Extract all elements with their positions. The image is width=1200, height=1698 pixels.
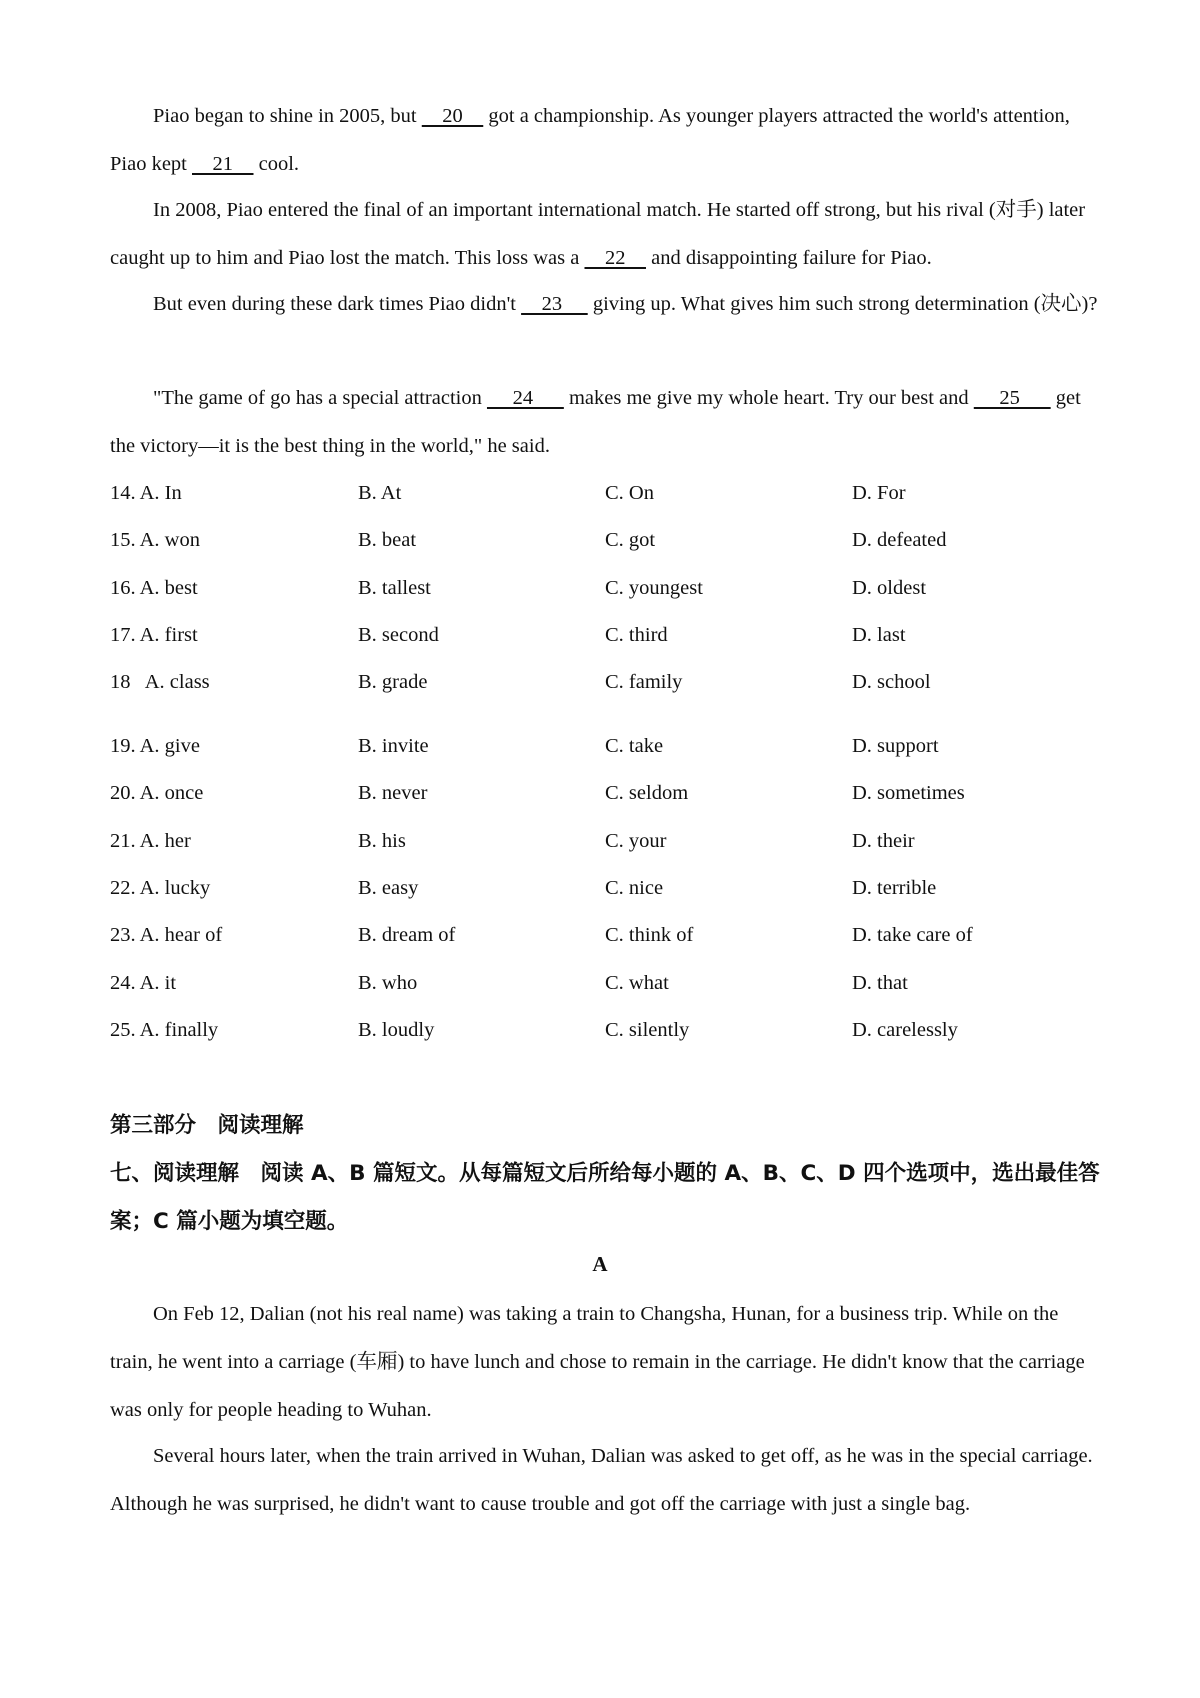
option-c: C. nice [605, 877, 664, 899]
option-c: C. what [605, 972, 669, 994]
question-19-options [110, 735, 1100, 765]
question-21-options [110, 830, 1100, 860]
section-instruction: 七、阅读理解 阅读 A、B 篇短文。从每篇短文后所给每小题的 A、B、C、D 四个选项中，选出最佳答案；C 篇小题为填空题。 [110, 1161, 1100, 1234]
text: makes me give my whole heart. Try our best and [563, 387, 974, 409]
option-c: C. youngest [605, 577, 703, 599]
option-c: C. On [605, 482, 654, 504]
option-d: D. that [852, 972, 908, 994]
passage-a-paragraph-2: Several hours later, when the train arrived in Wuhan, Dalian was asked to get off, as he was in the special carriage. Although he was surprised, he didn't want to cause trouble and got off the carriage with just a single bag. [110, 1445, 1093, 1515]
option-a: 20. A. once [110, 782, 204, 804]
option-c: C. silently [605, 1019, 690, 1041]
question-24-options [110, 972, 1100, 1002]
blank-20: 20 [421, 105, 484, 127]
question-15-options [110, 529, 1100, 559]
cloze-paragraph-2 [110, 186, 1100, 282]
option-b: B. beat [358, 529, 417, 551]
question-17-options [110, 624, 1100, 654]
question-16-options [110, 577, 1100, 607]
text: get the victory—it is the best thing in the world," he said. [110, 387, 1081, 457]
question-18-options [110, 671, 1100, 701]
option-b: B. dream of [358, 924, 456, 946]
option-b: B. easy [358, 877, 419, 899]
option-a: 17. A. first [110, 624, 198, 646]
option-a: 16. A. best [110, 577, 198, 599]
option-a: 24. A. it [110, 972, 177, 994]
option-d: D. For [852, 482, 906, 504]
blank-23: 23 [521, 293, 588, 315]
blank-25: 25 [973, 387, 1051, 409]
option-b: B. second [358, 624, 439, 646]
text: Piao began to shine in 2005, but [153, 105, 422, 127]
option-c: C. seldom [605, 782, 689, 804]
text: In 2008, Piao entered the final of an important international match. He started off strong, but his rival (对手) later caught up to him and Piao lost the match. This loss was a [110, 199, 1086, 269]
question-25-options [110, 1019, 1100, 1049]
cloze-paragraph-1 [110, 92, 1100, 188]
option-b: B. loudly [358, 1019, 435, 1041]
option-b: B. never [358, 782, 428, 804]
option-a: 18 A. class [110, 671, 210, 693]
option-a: 15. A. won [110, 529, 200, 551]
option-c: C. take [605, 735, 664, 757]
option-c: C. third [605, 624, 668, 646]
option-b: B. grade [358, 671, 428, 693]
text: But even during these dark times Piao didn't [153, 293, 522, 315]
option-d: D. their [852, 830, 915, 852]
option-a: 23. A. hear of [110, 924, 223, 946]
question-20-options [110, 782, 1100, 812]
part-title: 第三部分 阅读理解 [110, 1113, 304, 1138]
blank-22: 22 [584, 247, 646, 269]
cloze-paragraph-3 [110, 280, 1100, 328]
option-d: D. terrible [852, 877, 937, 899]
option-a: 21. A. her [110, 830, 191, 852]
question-23-options [110, 924, 1100, 954]
option-a: 22. A. lucky [110, 877, 211, 899]
option-b: B. tallest [358, 577, 431, 599]
question-22-options [110, 877, 1100, 907]
option-a: 25. A. finally [110, 1019, 219, 1041]
option-c: C. got [605, 529, 656, 551]
option-c: C. think of [605, 924, 694, 946]
option-b: B. invite [358, 735, 429, 757]
option-d: D. take care of [852, 924, 973, 946]
option-b: B. his [358, 830, 406, 852]
option-d: D. support [852, 735, 939, 757]
text: giving up. What gives him such strong determination (决心)? [587, 293, 1098, 315]
option-d: D. oldest [852, 577, 927, 599]
text: and disappointing failure for Piao. [645, 247, 932, 269]
text: cool. [253, 153, 300, 175]
question-14-options [110, 482, 1100, 512]
option-d: D. defeated [852, 529, 947, 551]
option-d: D. last [852, 624, 906, 646]
option-d: D. sometimes [852, 782, 965, 804]
passage-a-paragraph-1: On Feb 12, Dalian (not his real name) was taking a train to Changsha, Hunan, for a business trip. While on the train, he went into a carriage (车厢) to have lunch and chose to remain in the carriage. He didn't know that the carriage was only for people heading to Wuhan. [110, 1303, 1085, 1421]
option-d: D. school [852, 671, 931, 693]
blank-24: 24 [486, 387, 564, 409]
passage-label: A [592, 1252, 608, 1276]
blank-21: 21 [192, 153, 254, 175]
option-a: 19. A. give [110, 735, 200, 757]
option-b: B. At [358, 482, 402, 504]
option-c: C. your [605, 830, 667, 852]
cloze-paragraph-4 [110, 374, 1100, 470]
option-a: 14. A. In [110, 482, 182, 504]
text: got a championship. As younger players attracted the world's attention, Piao kept [110, 105, 1070, 175]
option-c: C. family [605, 671, 683, 693]
option-b: B. who [358, 972, 418, 994]
text: "The game of go has a special attraction [153, 387, 487, 409]
option-d: D. carelessly [852, 1019, 958, 1041]
